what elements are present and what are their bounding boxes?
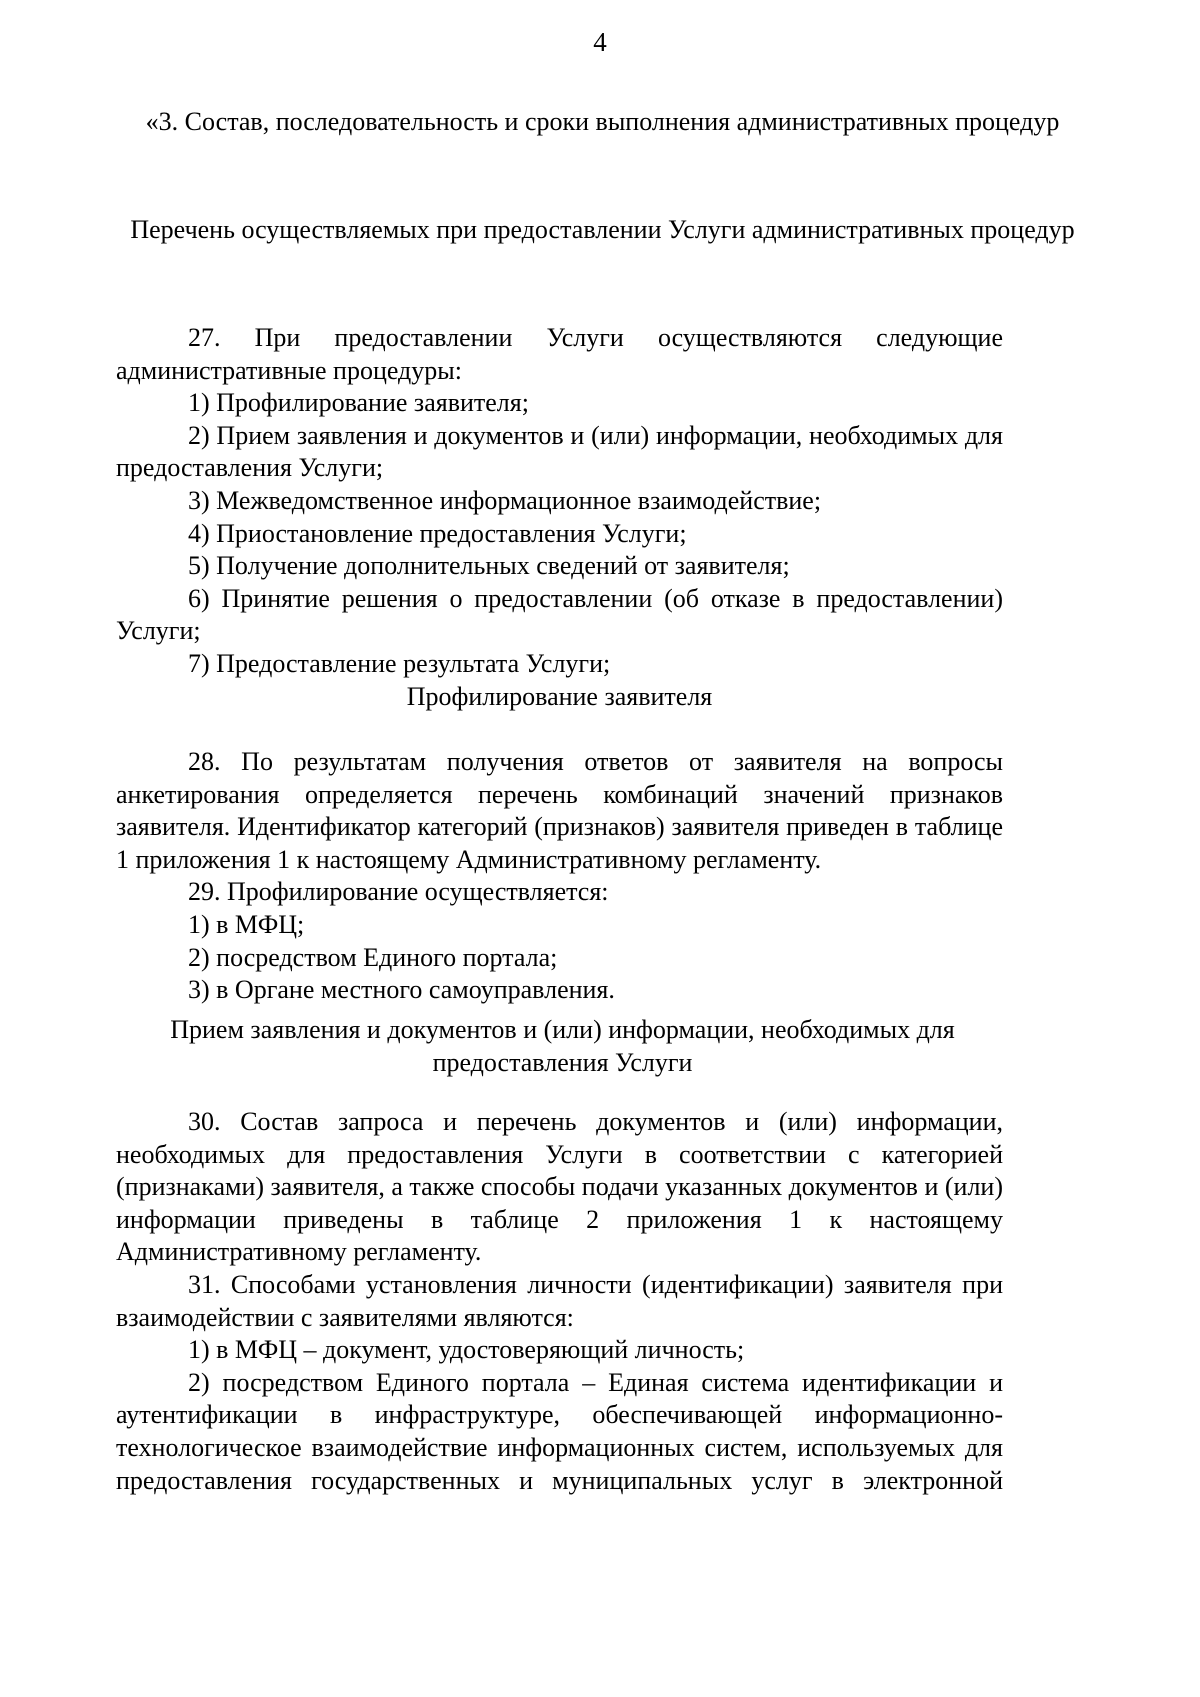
- paragraph-27: [116, 322, 1003, 681]
- paragraph-30: 30. Состав запроса и перечень документов и (или) информации, необходимых для предоставления Услуги в соответствии с категорией (признаками) заявителя, а также способы подачи указанных документов и (или) информации приведены в таблице 2 приложения 1 к настоящему Административному регламенту.: [116, 1107, 1003, 1267]
- paragraph-28-29: [116, 746, 1003, 1007]
- list-item: 1) Профилирование заявителя;: [188, 388, 529, 418]
- list-item: 2) посредством Единого портала – Единая система идентификации и аутентификации в инфраструктуре, обеспечивающей информационно-технологическое взаимодействие информационных систем, используемых для предоставления государственных и муниципальных услуг в электронной: [116, 1367, 1003, 1495]
- list-item: 1) в МФЦ;: [188, 909, 305, 939]
- paragraph-28: 28. По результатам получения ответов от заявителя на вопросы анкетирования определяется перечень комбинаций значений признаков заявителя. Идентификатор категорий (признаков) заявителя приведен в таблице 1 приложения 1 к настоящему Административному регламенту.: [116, 747, 1003, 874]
- page-number: 4: [593, 27, 607, 57]
- paragraph-30-31: [116, 1106, 1003, 1497]
- paragraph-31-intro: 31. Способами установления личности (идентификации) заявителя при взаимодействии с заявителями являются:: [116, 1269, 1003, 1332]
- paragraph-29-intro: 29. Профилирование осуществляется:: [188, 877, 609, 907]
- subheading-profiling: Профилирование заявителя: [406, 682, 713, 711]
- list-item: 6) Принятие решения о предоставлении (об отказе в предоставлении) Услуги;: [116, 583, 1003, 646]
- list-item: 4) Приостановление предоставления Услуги;: [188, 518, 687, 548]
- list-item: 1) в МФЦ – документ, удостоверяющий личность;: [188, 1335, 745, 1365]
- list-item: 5) Получение дополнительных сведений от заявителя;: [188, 551, 790, 581]
- list-item: 2) посредством Единого портала;: [188, 942, 558, 972]
- list-item: 3) в Органе местного самоуправления.: [188, 975, 615, 1005]
- list-item: 7) Предоставление результата Услуги;: [188, 648, 611, 678]
- subheading-reception: Прием заявления и документов и (или) информации, необходимых для предоставления Услуги: [170, 1015, 955, 1077]
- section-heading: «3. Состав, последовательность и сроки выполнения административных процедур: [145, 107, 1060, 136]
- subheading-procedures-list: Перечень осуществляемых при предоставлении Услуги административных процедур: [130, 215, 1075, 244]
- paragraph-27-intro: 27. При предоставлении Услуги осуществляются следующие административные процедуры:: [116, 323, 1003, 385]
- list-item: 3) Межведомственное информационное взаимодействие;: [188, 485, 822, 515]
- list-item: 2) Прием заявления и документов и (или) информации, необходимых для предоставления Услуги;: [116, 420, 1003, 483]
